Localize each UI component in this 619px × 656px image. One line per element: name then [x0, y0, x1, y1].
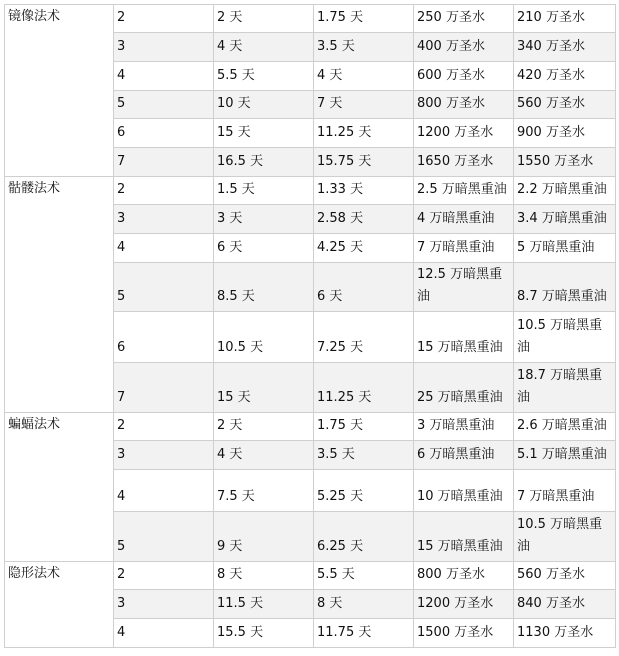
discounted-cost-cell: 5 万暗黑重油 [514, 234, 616, 263]
discounted-cost-cell: 5.1 万暗黑重油 [514, 441, 616, 470]
discounted-cost-cell: 18.7 万暗黑重油 [514, 363, 616, 413]
cost-cell: 1500 万圣水 [414, 619, 514, 648]
level-cell: 6 [114, 312, 214, 363]
discounted-cost-cell: 10.5 万暗黑重油 [514, 512, 616, 562]
cost-cell: 4 万暗黑重油 [414, 205, 514, 234]
time-cell: 7.5 天 [214, 470, 314, 512]
boosted-time-cell: 4 天 [314, 62, 414, 91]
cost-cell: 15 万暗黑重油 [414, 312, 514, 363]
boosted-time-cell: 3.5 天 [314, 33, 414, 62]
discounted-cost-cell: 840 万圣水 [514, 590, 616, 619]
level-cell: 3 [114, 590, 214, 619]
spell-name-cell: 蝙蝠法术 [5, 413, 114, 562]
boosted-time-cell: 1.75 天 [314, 413, 414, 441]
level-cell: 3 [114, 33, 214, 62]
boosted-time-cell: 11.75 天 [314, 619, 414, 648]
level-cell: 2 [114, 562, 214, 590]
time-cell: 9 天 [214, 512, 314, 562]
discounted-cost-cell: 1550 万圣水 [514, 148, 616, 177]
cost-cell: 6 万暗黑重油 [414, 441, 514, 470]
time-cell: 2 天 [214, 5, 314, 33]
boosted-time-cell: 3.5 天 [314, 441, 414, 470]
level-cell: 4 [114, 470, 214, 512]
discounted-cost-cell: 8.7 万暗黑重油 [514, 263, 616, 312]
level-cell: 3 [114, 205, 214, 234]
level-cell: 3 [114, 441, 214, 470]
time-cell: 15 天 [214, 363, 314, 413]
cost-cell: 1200 万圣水 [414, 119, 514, 148]
cost-cell: 3 万暗黑重油 [414, 413, 514, 441]
discounted-cost-cell: 210 万圣水 [514, 5, 616, 33]
cost-cell: 12.5 万暗黑重油 [414, 263, 514, 312]
level-cell: 5 [114, 263, 214, 312]
time-cell: 15 天 [214, 119, 314, 148]
discounted-cost-cell: 560 万圣水 [514, 91, 616, 119]
cost-cell: 25 万暗黑重油 [414, 363, 514, 413]
spell-name-cell: 隐形法术 [5, 562, 114, 648]
spell-name-cell: 骷髅法术 [5, 177, 114, 413]
boosted-time-cell: 1.75 天 [314, 5, 414, 33]
cost-cell: 800 万圣水 [414, 562, 514, 590]
time-cell: 11.5 天 [214, 590, 314, 619]
cost-cell: 15 万暗黑重油 [414, 512, 514, 562]
time-cell: 15.5 天 [214, 619, 314, 648]
boosted-time-cell: 6 天 [314, 263, 414, 312]
cost-cell: 250 万圣水 [414, 5, 514, 33]
cost-cell: 600 万圣水 [414, 62, 514, 91]
boosted-time-cell: 6.25 天 [314, 512, 414, 562]
table-row [5, 413, 616, 441]
level-cell: 6 [114, 119, 214, 148]
time-cell: 8 天 [214, 562, 314, 590]
discounted-cost-cell: 340 万圣水 [514, 33, 616, 62]
discounted-cost-cell: 3.4 万暗黑重油 [514, 205, 616, 234]
cost-cell: 7 万暗黑重油 [414, 234, 514, 263]
boosted-time-cell: 7 天 [314, 91, 414, 119]
level-cell: 4 [114, 619, 214, 648]
boosted-time-cell: 5.25 天 [314, 470, 414, 512]
cost-cell: 10 万暗黑重油 [414, 470, 514, 512]
time-cell: 1.5 天 [214, 177, 314, 205]
boosted-time-cell: 15.75 天 [314, 148, 414, 177]
table-row [5, 177, 616, 205]
boosted-time-cell: 7.25 天 [314, 312, 414, 363]
time-cell: 4 天 [214, 441, 314, 470]
level-cell: 2 [114, 413, 214, 441]
boosted-time-cell: 11.25 天 [314, 363, 414, 413]
time-cell: 4 天 [214, 33, 314, 62]
discounted-cost-cell: 420 万圣水 [514, 62, 616, 91]
cost-cell: 800 万圣水 [414, 91, 514, 119]
level-cell: 5 [114, 512, 214, 562]
spell-name-cell: 镜像法术 [5, 5, 114, 177]
cost-cell: 2.5 万暗黑重油 [414, 177, 514, 205]
discounted-cost-cell: 560 万圣水 [514, 562, 616, 590]
time-cell: 10.5 天 [214, 312, 314, 363]
boosted-time-cell: 11.25 天 [314, 119, 414, 148]
discounted-cost-cell: 2.6 万暗黑重油 [514, 413, 616, 441]
time-cell: 8.5 天 [214, 263, 314, 312]
boosted-time-cell: 5.5 天 [314, 562, 414, 590]
cost-cell: 1200 万圣水 [414, 590, 514, 619]
discounted-cost-cell: 1130 万圣水 [514, 619, 616, 648]
spell-upgrade-table [4, 4, 616, 648]
discounted-cost-cell: 2.2 万暗黑重油 [514, 177, 616, 205]
time-cell: 2 天 [214, 413, 314, 441]
boosted-time-cell: 2.58 天 [314, 205, 414, 234]
table-row [5, 5, 616, 33]
time-cell: 5.5 天 [214, 62, 314, 91]
level-cell: 2 [114, 5, 214, 33]
level-cell: 7 [114, 363, 214, 413]
time-cell: 10 天 [214, 91, 314, 119]
cost-cell: 400 万圣水 [414, 33, 514, 62]
time-cell: 3 天 [214, 205, 314, 234]
discounted-cost-cell: 10.5 万暗黑重油 [514, 312, 616, 363]
table-row [5, 562, 616, 590]
discounted-cost-cell: 7 万暗黑重油 [514, 470, 616, 512]
time-cell: 16.5 天 [214, 148, 314, 177]
level-cell: 7 [114, 148, 214, 177]
time-cell: 6 天 [214, 234, 314, 263]
boosted-time-cell: 8 天 [314, 590, 414, 619]
table-body [5, 5, 616, 648]
level-cell: 4 [114, 62, 214, 91]
discounted-cost-cell: 900 万圣水 [514, 119, 616, 148]
level-cell: 4 [114, 234, 214, 263]
boosted-time-cell: 1.33 天 [314, 177, 414, 205]
level-cell: 2 [114, 177, 214, 205]
boosted-time-cell: 4.25 天 [314, 234, 414, 263]
level-cell: 5 [114, 91, 214, 119]
cost-cell: 1650 万圣水 [414, 148, 514, 177]
